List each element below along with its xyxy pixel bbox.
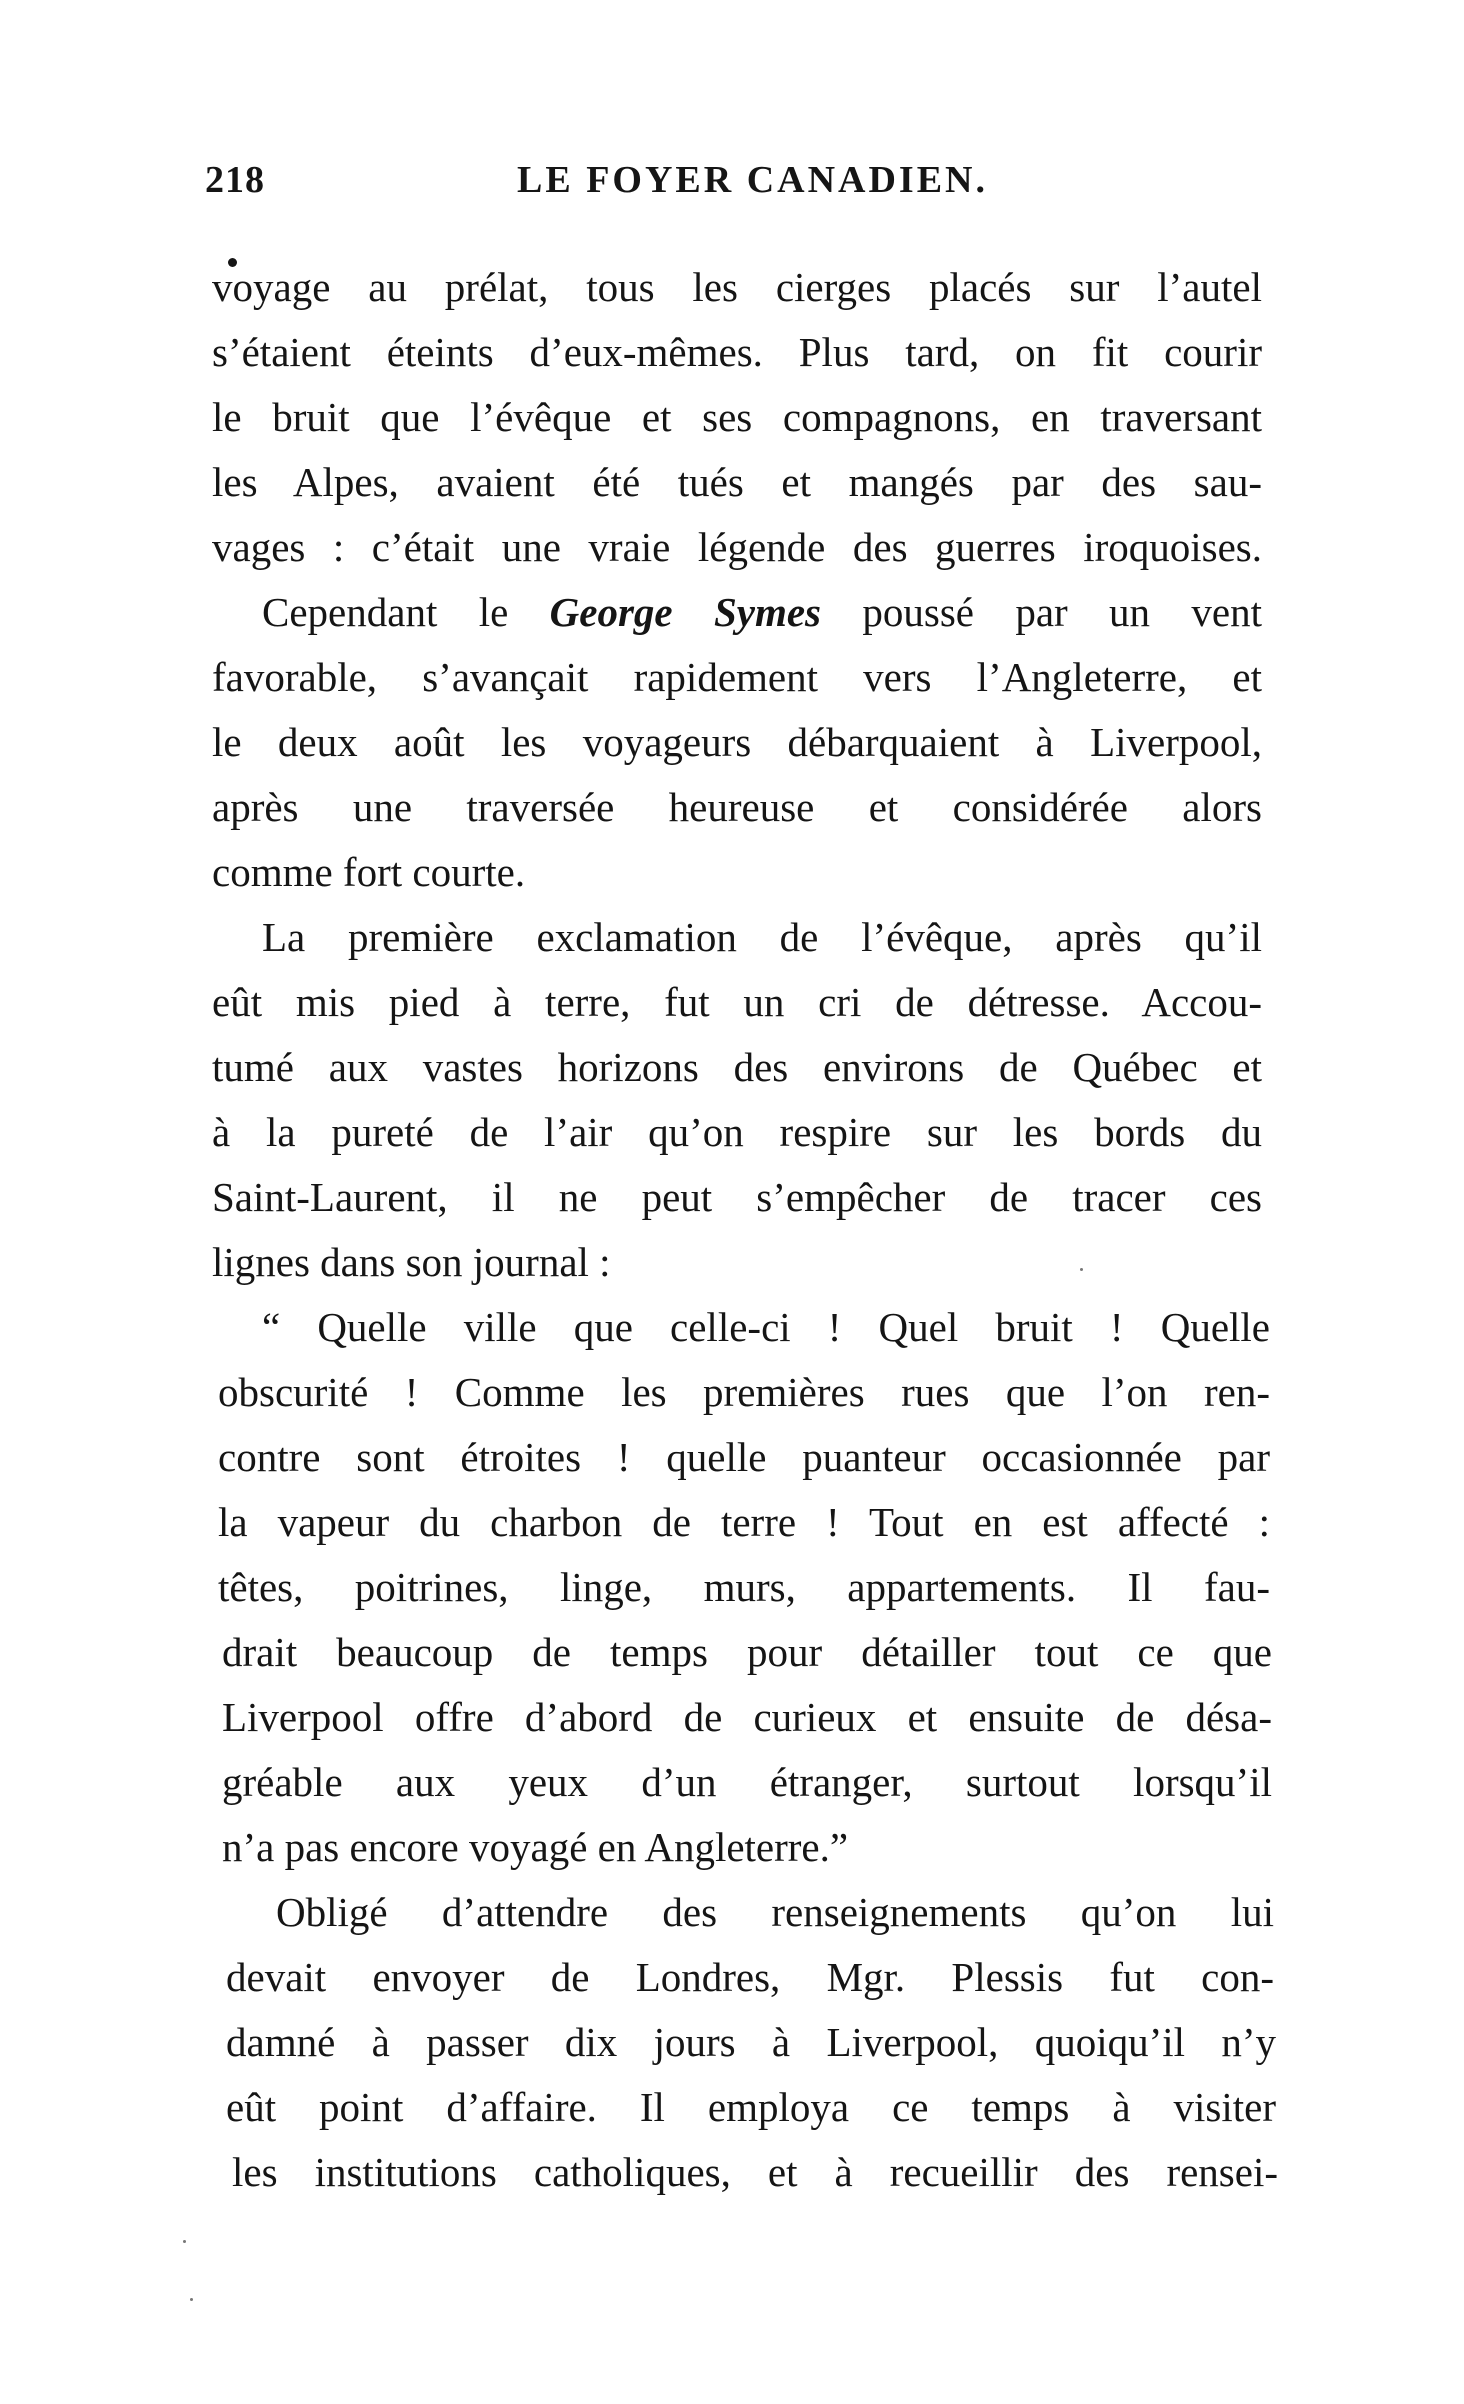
text-line: drait beaucoup de temps pour détailler tout ce que (222, 1629, 1272, 1675)
ship-name: George Symes (549, 589, 822, 635)
text-line: devait envoyer de Londres, Mgr. Plessis fut con- (226, 1954, 1274, 2000)
text-line: comme fort courte. (212, 849, 526, 895)
text-line: à la pureté de l’air qu’on respire sur les bords du (212, 1109, 1262, 1155)
text-line: après une traversée heureuse et considérée alors (212, 784, 1262, 830)
text-line: favorable, s’avançait rapidement vers l’Angleterre, et (212, 654, 1262, 700)
page-number: 218 (205, 159, 265, 201)
text-line: eût mis pied à terre, fut un cri de détresse. Accou- (212, 979, 1262, 1025)
text-line: Obligé d’attendre des renseignements qu’on lui (276, 1889, 1274, 1935)
text-line: “ Quelle ville que celle-ci ! Quel bruit ! Quelle (262, 1304, 1270, 1350)
text-line: le bruit que l’évêque et ses compagnons, en traversant (212, 394, 1262, 440)
paper-speck (1080, 1268, 1083, 1271)
text-line: la vapeur du charbon de terre ! Tout en est affecté : (218, 1499, 1270, 1545)
text-line (262, 587, 1262, 637)
text-line: Liverpool offre d’abord de curieux et ensuite de désa- (222, 1694, 1272, 1740)
text-line: Saint-Laurent, il ne peut s’empêcher de tracer ces (212, 1174, 1262, 1220)
text-line: le deux août les voyageurs débarquaient à Liverpool, (212, 719, 1262, 765)
text-line: vages : c’était une vraie légende des guerres iroquoises. (212, 524, 1262, 570)
page-header (205, 158, 1265, 218)
text-line: tumé aux vastes horizons des environs de Québec et (212, 1044, 1262, 1090)
text-segment: Cependant le (262, 589, 509, 635)
text-line: les Alpes, avaient été tués et mangés par des sau- (212, 459, 1262, 505)
text-line: lignes dans son journal : (212, 1239, 611, 1285)
text-line: s’étaient éteints d’eux-mêmes. Plus tard, on fit courir (212, 329, 1262, 375)
paper-speck (190, 2298, 193, 2301)
text-line: gréable aux yeux d’un étranger, surtout lorsqu’il (222, 1759, 1272, 1805)
text-line: eût point d’affaire. Il employa ce temps à visiter (226, 2084, 1276, 2130)
text-line: La première exclamation de l’évêque, après qu’il (262, 914, 1262, 960)
text-line: contre sont étroites ! quelle puanteur occasionnée par (218, 1434, 1270, 1480)
text-segment: poussé par un vent (862, 589, 1262, 635)
text-line: têtes, poitrines, linge, murs, appartements. Il fau- (218, 1564, 1270, 1610)
text-line: damné à passer dix jours à Liverpool, quoiqu’il n’y (226, 2019, 1276, 2065)
text-line: les institutions catholiques, et à recueillir des rensei- (232, 2149, 1278, 2195)
text-line: voyage au prélat, tous les cierges placés sur l’autel (212, 264, 1262, 310)
running-head: LE FOYER CANADIEN. (517, 159, 988, 201)
text-line: n’a pas encore voyagé en Angleterre.” (222, 1824, 849, 1870)
paper-speck (183, 2240, 186, 2243)
text-line: obscurité ! Comme les premières rues que l’on ren- (218, 1369, 1270, 1415)
